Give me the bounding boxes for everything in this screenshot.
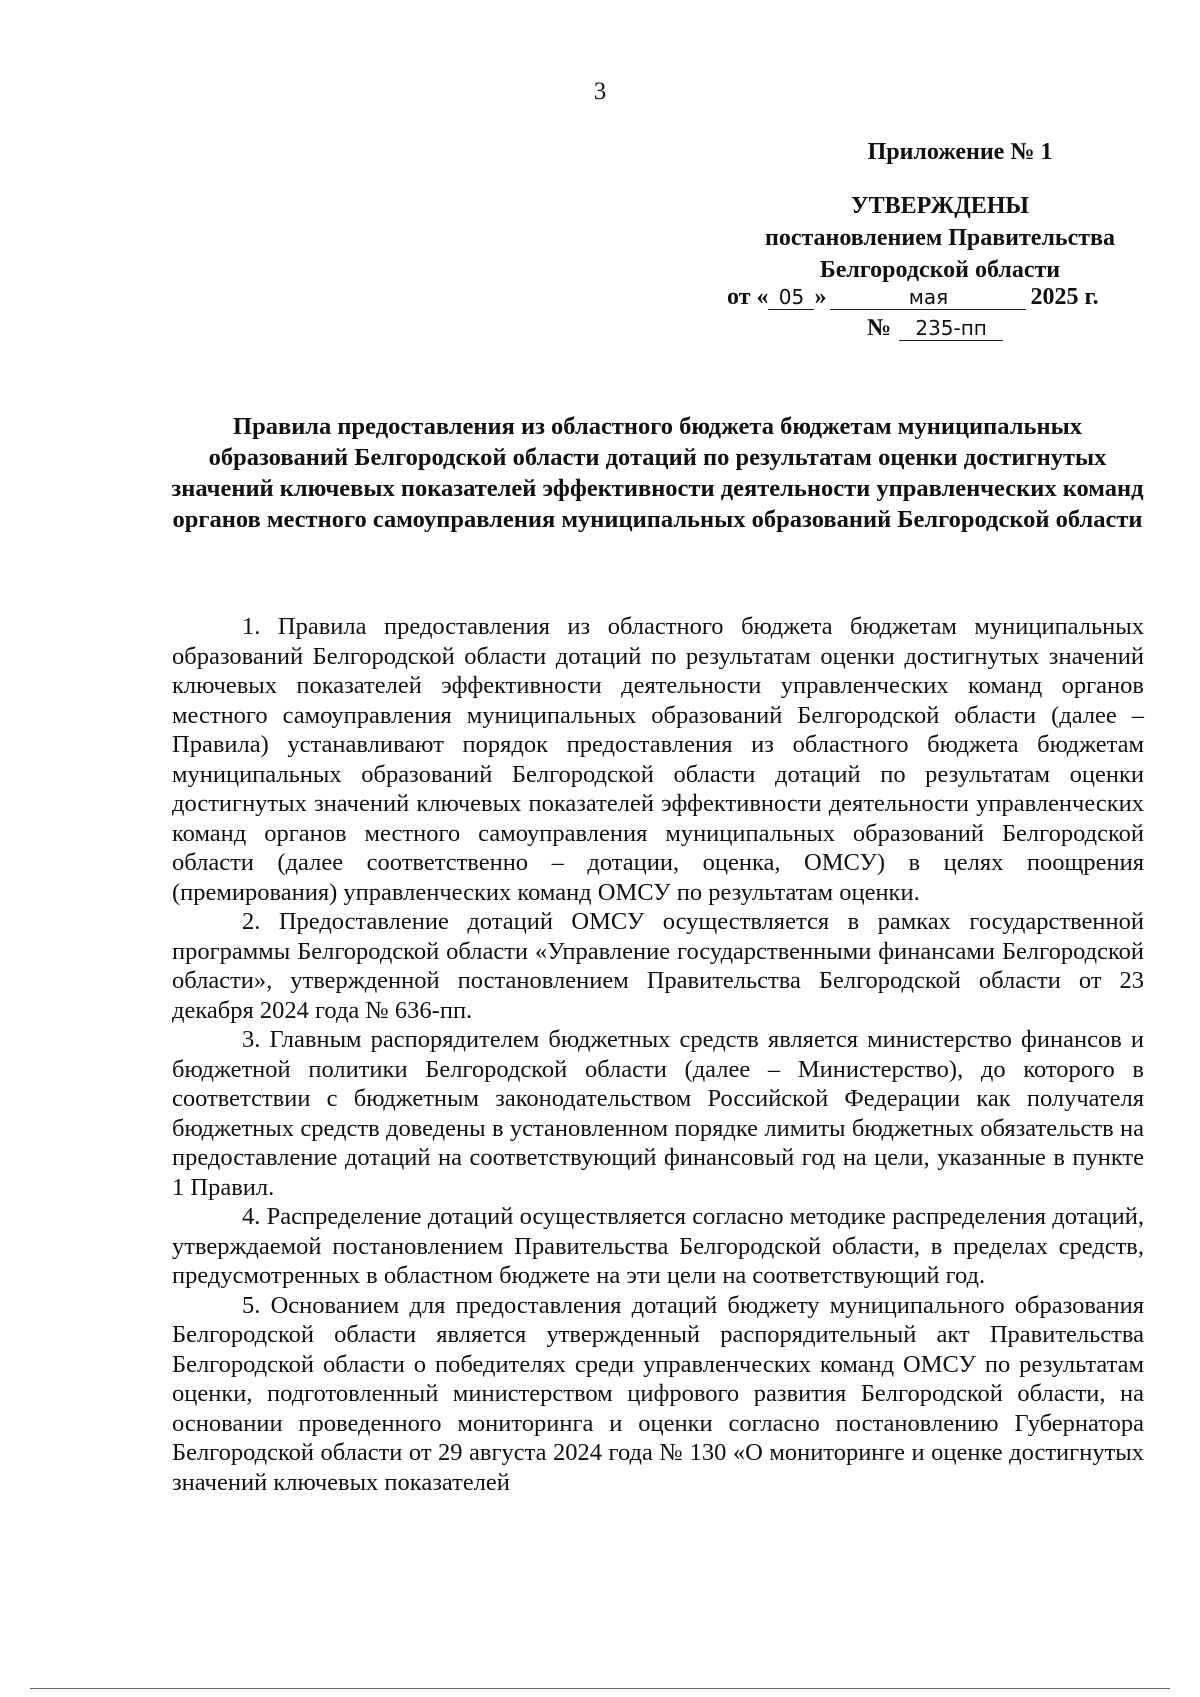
approved-by-line-2: Белгородской области <box>819 257 1061 283</box>
date-close-quote: » <box>814 284 827 310</box>
footer-divider <box>30 1688 1170 1689</box>
number-prefix: № <box>867 315 892 341</box>
date-day: 05 <box>768 285 814 310</box>
page-number: 3 <box>593 78 607 105</box>
paragraph-1: 1. Правила предоставления из областного бюджета бюджетам муниципальных образований Белгородской области дотаций по результатам оценки достигнутых значений ключевых показателей эффективности деятельности управленческих команд органов местного самоуправления муниципальных образований Белгородской области (далее – Правила) устанавливают порядок предоставления из областного бюджета бюджетам муниципальных образований Белгородской области дотаций по результатам оценки достигнутых значений ключевых показателей эффективности деятельности управленческих команд органов местного самоуправления муниципальных образований Белгородской области (далее соответственно – дотации, оценка, ОМСУ) в целях поощрения (премирования) управленческих команд ОМСУ по результатам оценки. <box>172 613 1144 906</box>
decree-number: 235-пп <box>899 316 1003 341</box>
document-title: Правила предоставления из областного бюджета бюджетам муниципальных образований Белгородской области дотаций по результатам оценки достигнутых значений ключевых показателей эффективности деятельности управленческих команд органов местного самоуправления муниципальных образований Белгородской области <box>171 413 1144 533</box>
approved-by-line-1: постановлением Правительства <box>764 225 1115 251</box>
approval-header <box>720 136 1160 286</box>
paragraph-3: 3. Главным распорядителем бюджетных средств является министерство финансов и бюджетной политики Белгородской области (далее – Министерство), до которого в соответствии с бюджетным законодательством Российской Федерации как получателя бюджетных средств доведены в установленном порядке лимиты бюджетных обязательств на предоставление дотаций на соответствующий финансовый год на цели, указанные в пункте 1 Правил. <box>172 1026 1144 1201</box>
date-month: мая <box>830 285 1026 310</box>
appendix-label: Приложение № 1 <box>867 139 1053 165</box>
approved-title: УТВЕРЖДЕНЫ <box>851 193 1029 219</box>
document-body <box>172 612 1144 1497</box>
decree-number-line <box>867 313 1003 343</box>
decree-date-line <box>727 282 1099 312</box>
date-prefix: от « <box>727 284 769 310</box>
paragraph-5: 5. Основанием для предоставления дотаций бюджету муниципального образования Белгородской области является утвержденный распорядительный акт Правительства Белгородской области о победителях среди управленческих команд ОМСУ по результатам оценки, подготовленный министерством цифрового развития Белгородской области, на основании проведенного мониторинга и оценки согласно постановлению Губернатора Белгородской области от 29 августа 2024 года № 130 «О мониторинге и оценке достигнутых значений ключевых показателей <box>172 1291 1144 1496</box>
paragraph-4: 4. Распределение дотаций осуществляется согласно методике распределения дотаций, утверждаемой постановлением Правительства Белгородской области, в пределах средств, предусмотренных в областном бюджете на эти цели на соответствующий год. <box>172 1203 1144 1289</box>
date-year: 2025 г. <box>1030 284 1099 310</box>
paragraph-2: 2. Предоставление дотаций ОМСУ осуществляется в рамках государственной программы Белгородской области «Управление государственными финансами Белгородской области», утвержденной постановлением Правительства Белгородской области от 23 декабря 2024 года № 636-пп. <box>172 908 1144 1024</box>
